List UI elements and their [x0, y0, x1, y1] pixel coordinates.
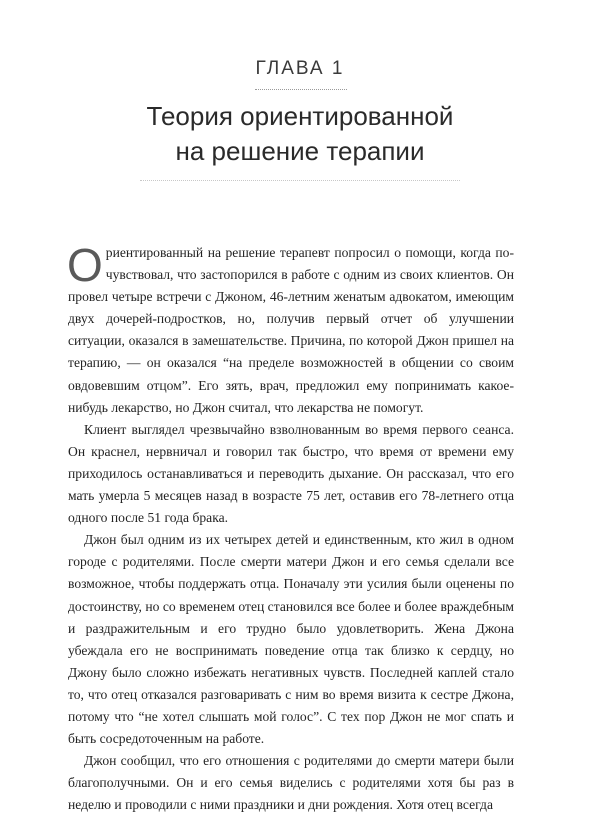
chapter-ornament-divider: [255, 89, 347, 90]
paragraph-1: [67, 239, 514, 419]
drop-cap: О: [67, 239, 103, 291]
chapter-title-line-1: Теория ориентированной: [146, 101, 454, 131]
paragraph-2: Клиент выглядел чрезвычайно взволнованным во время первого сеанса. Он краснел, нервничал и говорил так быстро, что время от времени ему приходилось останавливаться и переводить дыхание. Он рассказал, что его мать умерла 5 месяцев назад в возрасте 75 лет, оставив его 78-летнего отца одного после 51 года брака.: [68, 421, 514, 526]
title-divider: [140, 180, 460, 181]
paragraph-3: Джон был одним из их четырех детей и единственным, кто жил в одном городе с родителями. После смерти матери Джон и его семья сделали все возможное, чтобы поддержать отца. Поначалу эти усилия были оценены по достоинству, но со временем отец становился все более и более враждебным и раздражительным и его трудно было удовлетворить. Жена Джона убеждала его не воспринимать поведение отца так близко к сердцу, но Джону было сложно избежать негативных чувств. Последней каплей стало то, что отец отказался разговаривать с ним во время визита к сестре Джона, потому что “не хотел слышать мой голос”. С тех пор Джон не мог спать и быть сосредоточенным на работе.: [68, 532, 514, 747]
chapter-title-line-2: на решение терапии: [175, 136, 425, 166]
chapter-label: ГЛАВА 1: [255, 58, 345, 79]
paragraph-1-text: риентированный на решение терапевт попросил о помощи, когда почувствовал, что застопорился в работе с одним из своих клиентов. Он провел четыре встречи с Джоном, 46-летним женатым адвокатом, имеющим двух дочерей-подростков, но, получив первый отчет об улучшении ситуации, оказался в замешательстве. Причина, по которой Джон пришел на терапию, — он оказался “на пределе возможностей в общении со своим овдовевшим отцом”. Его зять, врач, предложил ему попринимать какое-нибудь лекарство, но Джон считал, что лекарства не помогут.: [68, 245, 514, 415]
chapter-body: [67, 239, 514, 816]
chapter-title: [0, 99, 600, 169]
paragraph-4: Джон сообщил, что его отношения с родителями до смерти матери были благополучными. Он и его семья виделись с родителями хотя бы раз в неделю и проводили с ними праздники и дни рождения. Хотя отец всегда: [68, 753, 514, 813]
